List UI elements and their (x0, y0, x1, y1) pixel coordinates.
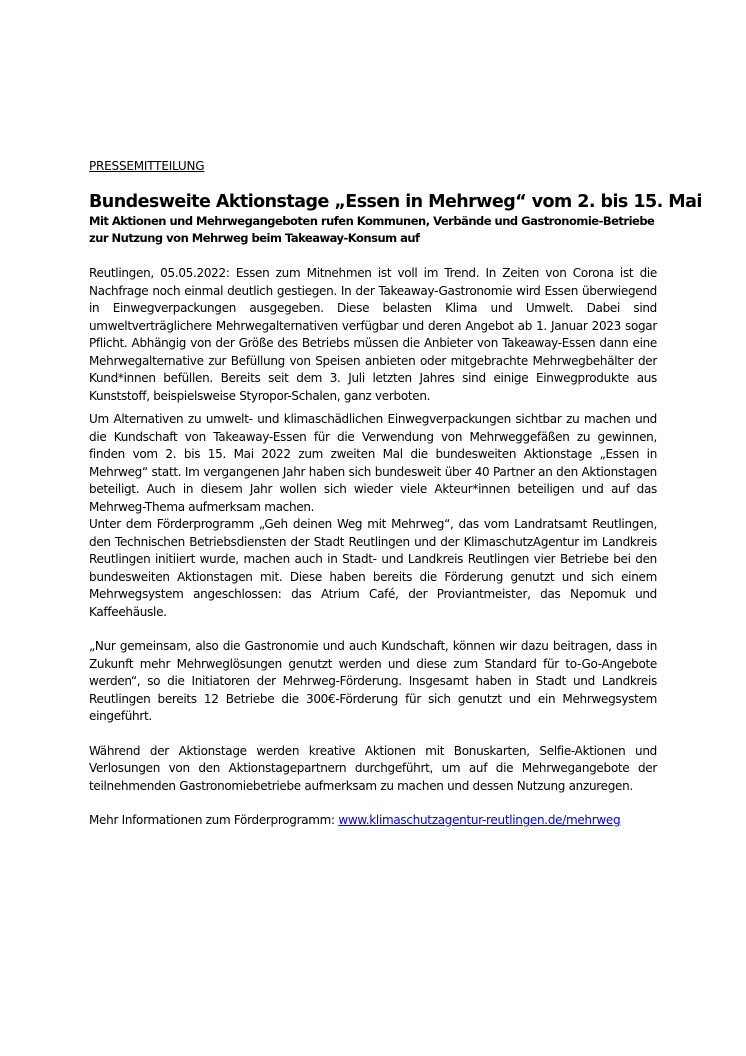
document-label: PRESSEMITTEILUNG (89, 159, 205, 173)
paragraph-quote: „Nur gemeinsam, also die Gastronomie und auch Kundschaft, können wir dazu beitragen, dass in Zukunft mehr Mehrweglösungen genutzt werden und diese zum Standard für to-Go-Angebote werden“, so die Initiatoren der Mehrweg-Förderung. Insgesamt haben in Stadt und Landkreis Reutlingen bereits 12 Betriebe die 300€-Förderung für sich genutzt und ein Mehrwegsystem eingeführt. (89, 639, 657, 723)
paragraph-alternatives: Um Alternativen zu umwelt- und klimaschädlichen Einwegverpackungen sichtbar zu machen und die Kundschaft von Takeaway-Essen für die Verwendung von Mehrweggefäßen zu gewinnen, finden vom 2. bis 15. Mai 2022 zum zweiten Mal die bundesweiten Aktionstage „Essen in Mehrweg“ statt. Im vergangenen Jahr haben sich bundesweit über 40 Partner an den Aktionstagen beteiligt. Auch in diesem Jahr wollen sich wieder viele Akteur*innen beteiligen und auf das Mehrweg-Thema aufmerksam machen. (89, 412, 657, 514)
paragraph-action-days: Während der Aktionstage werden kreative Aktionen mit Bonuskarten, Selfie-Aktionen und Verlosungen von den Aktionstagepartnern durchgeführt, um auf die Mehrwegangebote der teilnehmenden Gastronomiebetriebe aufmerksam zu machen und dessen Nutzung anzuregen. (89, 743, 657, 793)
document-title: Bundesweite Aktionstage „Essen in Mehrweg“ vom 2. bis 15. Mai (89, 192, 702, 212)
more-info-line (89, 812, 657, 830)
more-info-label: Mehr Informationen zum Förderprogramm: (89, 813, 339, 827)
paragraph-funding-program: Unter dem Förderprogramm „Geh deinen Weg mit Mehrweg“, das vom Landratsamt Reutlingen, den Technischen Betriebsdiensten der Stadt Reutlingen und der KlimaschutzAgentur im Landkreis Reutlingen initiiert wurde, machen auch in Stadt- und Landkreis Reutlingen vier Betriebe bei den bundesweiten Aktionstagen mit. Diese haben bereits die Förderung genutzt und sich einem Mehrwegsystem angeschlossen: das Atrium Café, der Proviantmeister, das Nepomuk und Kaffeehäusle. (89, 517, 657, 619)
paragraph-intro: Reutlingen, 05.05.2022: Essen zum Mitnehmen ist voll im Trend. In Zeiten von Corona ist die Nachfrage noch einmal deutlich gestiegen. In der Takeaway-Gastronomie wird Essen überwiegend in Einwegverpackungen ausgegeben. Diese belasten Klima und Umwelt. Dabei sind umweltverträglichere Mehrwegalternativen verfügbar und deren Angebot ab 1. Januar 2023 sogar Pflicht. Abhängig von der Größe des Betriebs müssen die Anbieter von Takeaway-Essen dann eine Mehrwegalternative zur Befüllung von Speisen anbieten oder mitgebrachte Mehrwegbehälter der Kund*innen befüllen. Bereits seit dem 3. Juli letzten Jahres sind einige Einwegprodukte aus Kunststoff, beispielsweise Styropor-Schalen, ganz verboten. (89, 266, 657, 403)
document-subtitle: Mit Aktionen und Mehrwegangeboten rufen Kommunen, Verbände und Gastronomie-Betriebe zur Nutzung von Mehrweg beim Takeaway-Konsum auf (89, 214, 655, 245)
press-release-page (89, 158, 702, 830)
more-info-link[interactable]: www.klimaschutzagentur-reutlingen.de/mehrweg (338, 813, 621, 827)
